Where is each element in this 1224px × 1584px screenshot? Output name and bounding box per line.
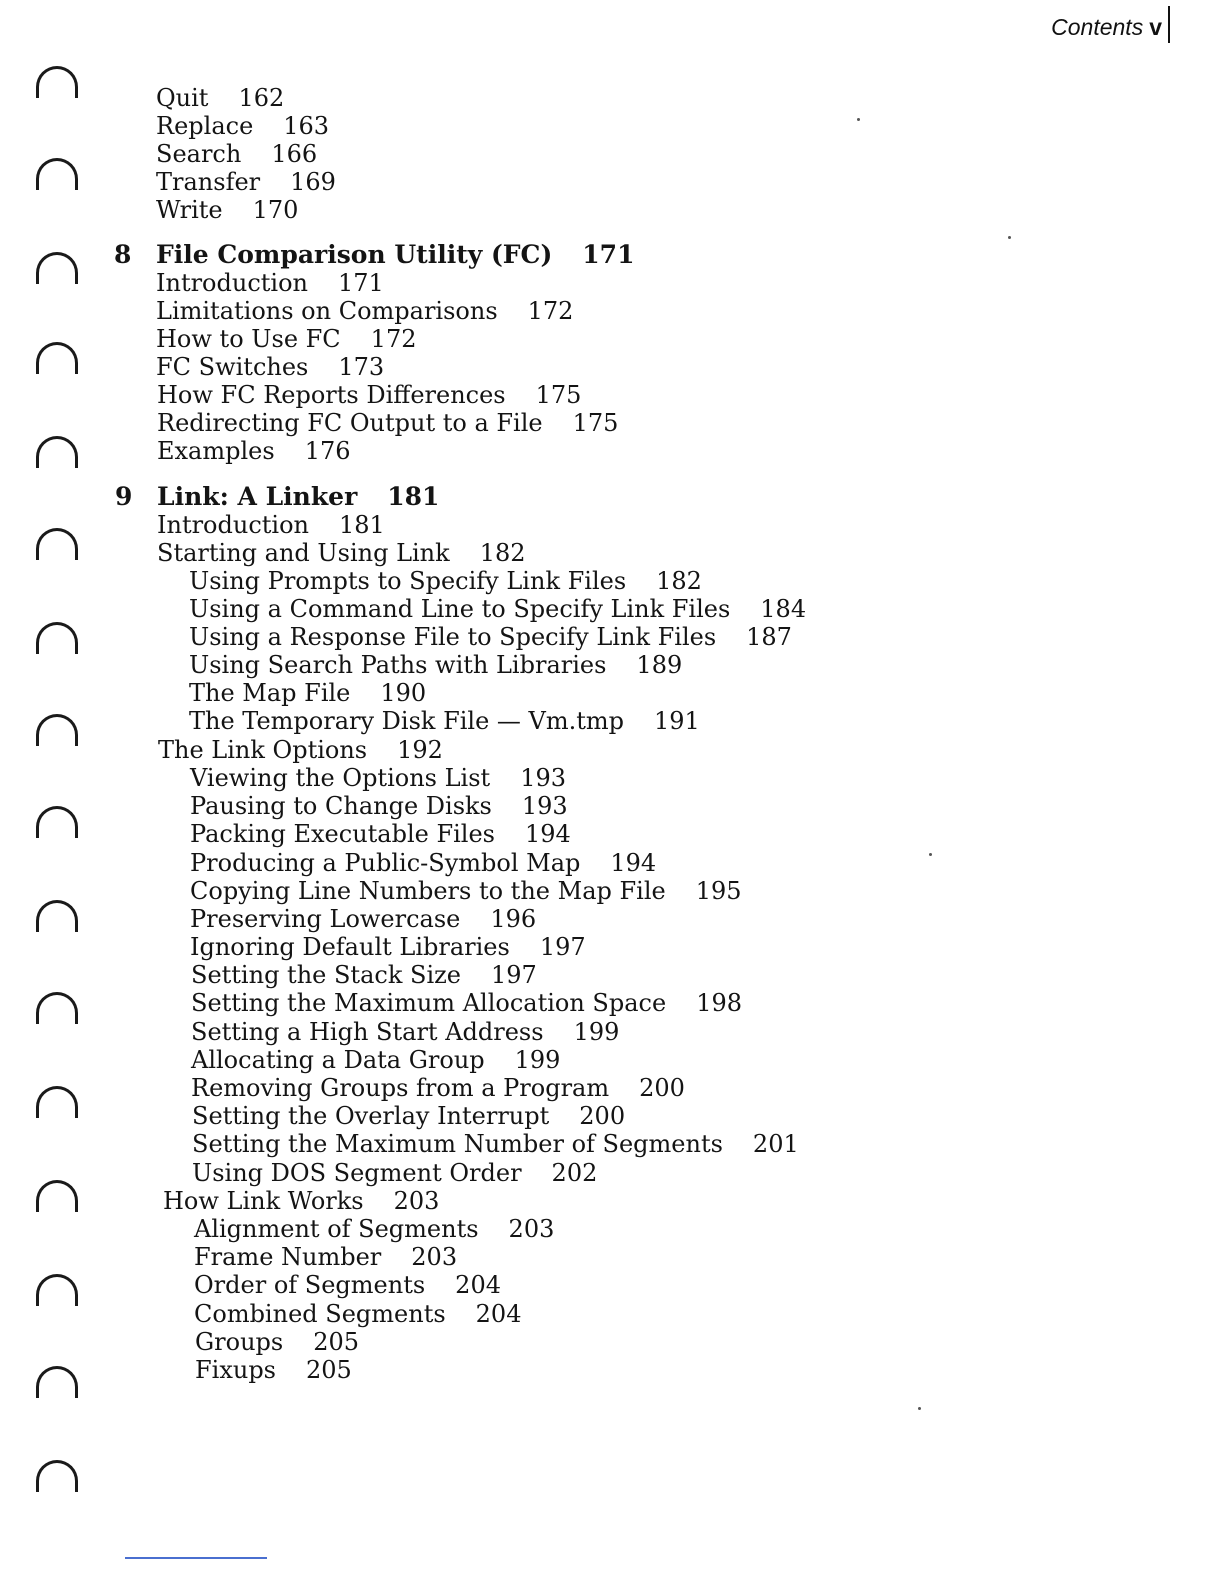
toc-entry: Redirecting FC Output to a File 175 (157, 409, 619, 437)
toc-subentry: Groups 205 (195, 1328, 360, 1356)
toc-subentry: The Map File 190 (189, 679, 427, 707)
chapter-number: 9 (115, 482, 133, 511)
chapter-heading: 9 Link: A Linker 181 (115, 482, 440, 511)
binder-hole (36, 1086, 78, 1118)
toc-subentry: The Temporary Disk File — Vm.tmp 191 (189, 707, 700, 735)
binder-hole (36, 1180, 78, 1212)
toc-entry: Transfer 169 (156, 168, 336, 196)
toc-entry: How FC Reports Differences 175 (157, 381, 582, 409)
binder-hole (36, 1460, 78, 1492)
toc-subentry: Using Search Paths with Libraries 189 (189, 651, 683, 679)
bottom-rule (125, 1557, 267, 1559)
toc-subentry: Setting the Overlay Interrupt 200 (192, 1102, 626, 1130)
chapter-heading: 8 File Comparison Utility (FC) 171 (114, 240, 635, 269)
toc-entry: FC Switches 173 (156, 353, 385, 381)
toc-subentry: Allocating a Data Group 199 (191, 1046, 561, 1074)
toc-subentry: Setting the Maximum Number of Segments 201 (192, 1130, 799, 1158)
binder-hole (36, 66, 78, 98)
binder-hole (36, 806, 78, 838)
chapter-number: 8 (114, 240, 132, 269)
toc-subentry: Using a Response File to Specify Link Files 187 (189, 623, 792, 651)
toc-subentry: Setting the Stack Size 197 (191, 961, 537, 989)
binder-hole (36, 342, 78, 374)
toc-subentry: Copying Line Numbers to the Map File 195 (190, 877, 742, 905)
toc-subentry: Using Prompts to Specify Link Files 182 (189, 567, 702, 595)
binder-hole (36, 528, 78, 560)
toc-subentry: Packing Executable Files 194 (190, 820, 571, 848)
toc-subentry: Using a Command Line to Specify Link Files 184 (189, 595, 807, 623)
toc-subentry: Setting the Maximum Allocation Space 198 (191, 989, 742, 1017)
header-rule (1168, 6, 1170, 43)
binder-holes (0, 0, 100, 1584)
toc-subentry: Frame Number 203 (194, 1243, 458, 1271)
toc-entry: How to Use FC 172 (156, 325, 417, 353)
header-section: Contents (1051, 14, 1144, 40)
binder-hole (36, 436, 78, 468)
scan-speck (929, 853, 932, 856)
toc-subentry: Order of Segments 204 (194, 1271, 501, 1299)
toc-entry: Starting and Using Link 182 (157, 539, 526, 567)
scan-speck (918, 1407, 921, 1410)
toc-entry: Search 166 (156, 140, 318, 168)
toc-entry: Write 170 (156, 196, 299, 224)
toc-entry: Examples 176 (157, 437, 351, 465)
toc-subentry: Setting a High Start Address 199 (191, 1018, 620, 1046)
binder-hole (36, 158, 78, 190)
header-page-number: v (1149, 14, 1162, 40)
binder-hole (36, 900, 78, 932)
binder-hole (36, 252, 78, 284)
toc-entry: How Link Works 203 (163, 1187, 440, 1215)
toc-entry: Introduction 181 (157, 511, 385, 539)
toc-entry: Quit 162 (156, 84, 285, 112)
toc-subentry: Alignment of Segments 203 (194, 1215, 555, 1243)
binder-hole (36, 992, 78, 1024)
toc-entry: Replace 163 (156, 112, 330, 140)
scan-speck (1008, 236, 1011, 239)
toc-subentry: Combined Segments 204 (194, 1300, 522, 1328)
running-header (1051, 14, 1162, 41)
binder-hole (36, 714, 78, 746)
toc-subentry: Ignoring Default Libraries 197 (190, 933, 586, 961)
toc-subentry: Viewing the Options List 193 (190, 764, 566, 792)
toc-subentry: Pausing to Change Disks 193 (190, 792, 568, 820)
toc-subentry: Using DOS Segment Order 202 (192, 1159, 598, 1187)
toc-subentry: Removing Groups from a Program 200 (191, 1074, 685, 1102)
toc-subentry: Fixups 205 (195, 1356, 352, 1384)
toc-entry: Limitations on Comparisons 172 (156, 297, 574, 325)
toc-subentry: Preserving Lowercase 196 (190, 905, 537, 933)
binder-hole (36, 622, 78, 654)
scan-speck (857, 118, 860, 121)
binder-hole (36, 1366, 78, 1398)
toc-entry: Introduction 171 (156, 269, 384, 297)
toc-entry: The Link Options 192 (158, 736, 443, 764)
binder-hole (36, 1274, 78, 1306)
toc-subentry: Producing a Public-Symbol Map 194 (190, 849, 657, 877)
